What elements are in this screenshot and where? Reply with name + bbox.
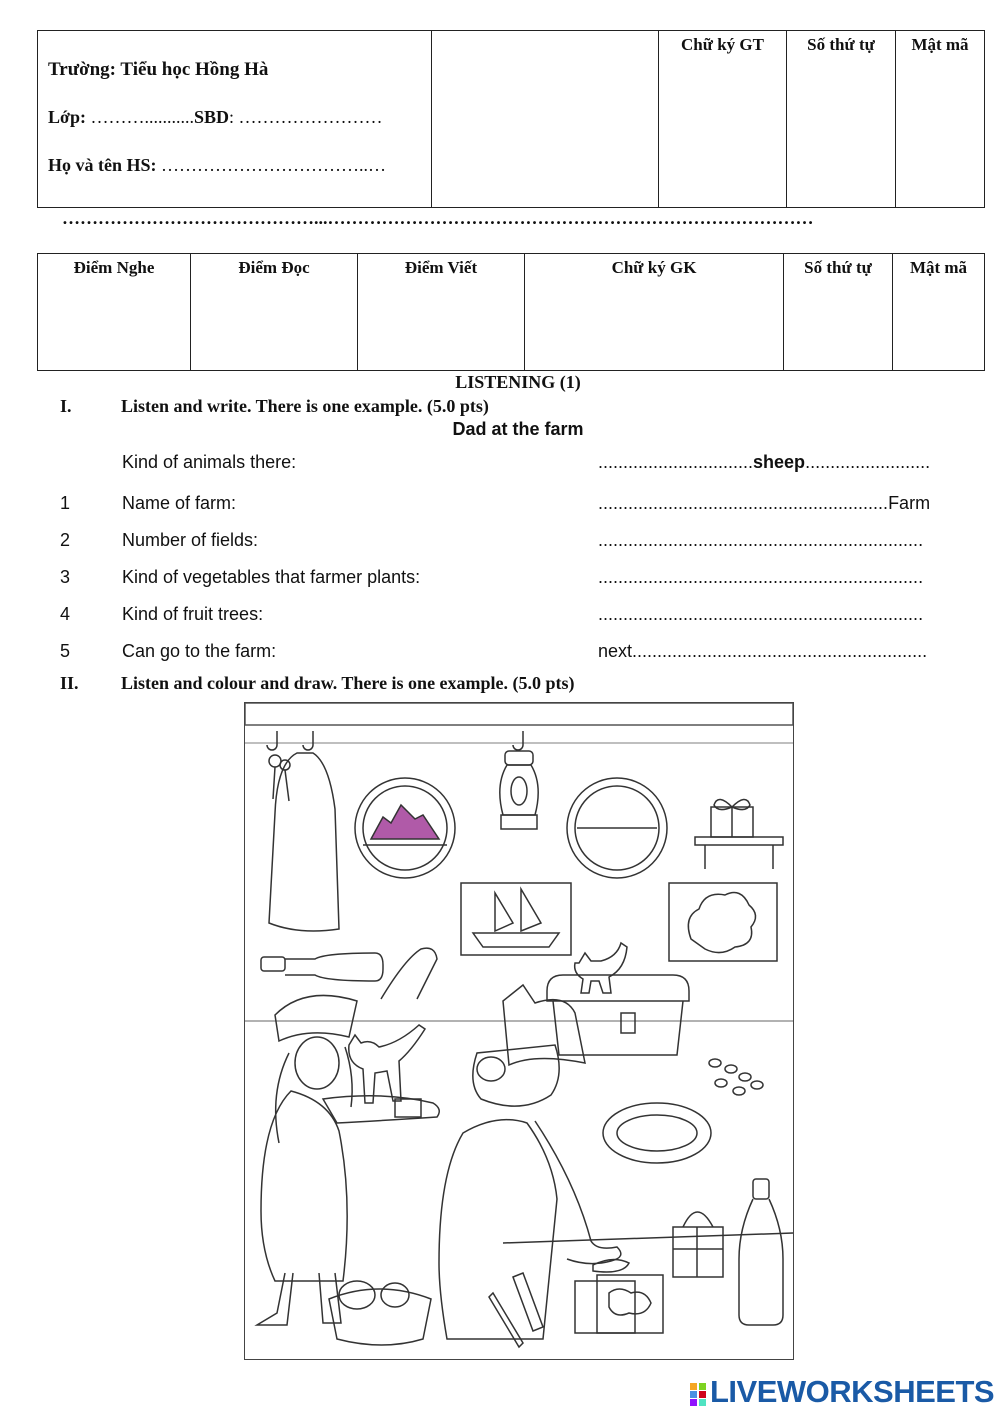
- girl-pirate-icon[interactable]: [257, 995, 439, 1325]
- order-number-cell[interactable]: [787, 31, 896, 208]
- question-number: 2: [60, 530, 71, 550]
- question-number: 1: [60, 493, 71, 513]
- table-edge: [503, 1233, 793, 1243]
- tall-bottle-icon[interactable]: [739, 1179, 783, 1325]
- coat-icon[interactable]: [269, 753, 339, 931]
- hook-icon: [303, 731, 313, 750]
- ceiling-beam: [245, 703, 793, 725]
- example-prefix-dots: ...............................: [598, 452, 754, 472]
- gt-signature-header: Chữ ký GT: [681, 35, 764, 54]
- question-row: [0, 567, 1000, 593]
- colouring-picture[interactable]: [244, 702, 794, 1360]
- rope-icon[interactable]: [603, 1103, 711, 1163]
- gift-box-icon[interactable]: [711, 799, 753, 837]
- part1-number: I.: [60, 396, 72, 416]
- question-number: 5: [60, 641, 71, 661]
- name-field[interactable]: ……………………………..…: [161, 155, 387, 175]
- example-suffix-dots: .........................: [805, 452, 931, 472]
- part2-number: II.: [60, 673, 79, 693]
- question-row: [0, 530, 1000, 556]
- cat-icon[interactable]: [575, 943, 627, 993]
- class-label: Lớp:: [48, 107, 86, 127]
- hook-icon: [267, 731, 277, 750]
- gt-signature-cell[interactable]: [659, 31, 787, 208]
- hook-icon: [513, 731, 523, 750]
- lantern-icon[interactable]: [500, 751, 538, 829]
- section-title: LISTENING (1): [455, 372, 581, 392]
- question-label: Kind of fruit trees:: [122, 604, 264, 624]
- answer-dots[interactable]: ..........................................................: [598, 493, 889, 513]
- cut-line: ……………………………………...………………………………………………………………………: [62, 208, 814, 228]
- basket-icon[interactable]: [329, 1281, 431, 1345]
- example-row: [0, 452, 1000, 478]
- bed-frame-icon: [381, 948, 437, 999]
- logo-icon: [690, 1381, 708, 1407]
- liveworksheets-logo: [690, 1374, 994, 1410]
- answer-field[interactable]: [598, 641, 973, 662]
- question-row: [0, 493, 1000, 519]
- name-label: Họ và tên HS:: [48, 155, 157, 175]
- blank-cell: [432, 31, 659, 208]
- example-answer: [598, 452, 973, 473]
- answer-suffix: Farm: [888, 493, 931, 513]
- part2-instruction: Listen and colour and draw. There is one example. (5.0 pts): [121, 673, 575, 693]
- secret-code-header: Mật mã: [911, 35, 969, 54]
- maps-on-table-icon[interactable]: [575, 1275, 663, 1333]
- question-label: Name of farm:: [122, 493, 237, 513]
- order-number-header: Số thứ tự: [807, 35, 875, 54]
- treasure-chest-icon[interactable]: [547, 975, 689, 1055]
- porthole-island-icon[interactable]: [355, 778, 455, 878]
- score-order-cell[interactable]: [784, 254, 893, 371]
- answer-dots[interactable]: .................................................................: [598, 604, 924, 624]
- example-label: Kind of animals there:: [122, 452, 297, 472]
- bottle-icon[interactable]: [261, 953, 383, 981]
- question-label: Kind of vegetables that farmer plants:: [122, 567, 421, 587]
- answer-dots[interactable]: .................................................................: [598, 567, 924, 587]
- question-row: [0, 604, 1000, 630]
- score-code-cell[interactable]: [893, 254, 985, 371]
- score-writing-header: Điểm Viết: [404, 258, 478, 277]
- porthole-sea-icon[interactable]: [567, 778, 667, 878]
- answer-field[interactable]: [598, 530, 973, 551]
- secret-code-cell[interactable]: [896, 31, 985, 208]
- coins-icon[interactable]: [709, 1059, 763, 1095]
- ship-picture-icon[interactable]: [461, 883, 571, 955]
- question-number: 3: [60, 567, 71, 587]
- logo-text: LIVEWORKSHEETS: [710, 1374, 995, 1409]
- score-reading-header: Điểm Đọc: [238, 258, 310, 277]
- sbd-field[interactable]: : ……………………: [229, 107, 383, 127]
- part1-subtitle: Dad at the farm: [452, 419, 584, 439]
- pirate-captain-icon[interactable]: [439, 985, 629, 1339]
- example-answer-text: sheep: [753, 452, 806, 472]
- shelf-icon[interactable]: [695, 837, 783, 845]
- question-label: Number of fields:: [122, 530, 259, 550]
- score-order-header: Số thứ tự: [804, 258, 872, 277]
- gk-signature-header: Chữ ký GK: [611, 258, 697, 277]
- score-listening-header: Điểm Nghe: [73, 258, 155, 277]
- map-picture-icon[interactable]: [669, 883, 777, 961]
- school-label: Trường: Tiểu học Hồng Hà: [48, 59, 269, 80]
- part1-instruction: Listen and write. There is one example. (5.0 pts): [121, 396, 489, 416]
- sbd-label: SBD: [193, 107, 229, 127]
- class-field[interactable]: ………...........: [90, 107, 194, 127]
- question-number: 4: [60, 604, 71, 624]
- answer-dots[interactable]: .................................................................: [598, 530, 924, 550]
- shell-gift-icon[interactable]: [673, 1212, 723, 1277]
- pirate-cabin-illustration[interactable]: [245, 703, 793, 1359]
- score-table: [37, 253, 985, 371]
- score-code-header: Mật mã: [909, 258, 968, 277]
- ruler-icon[interactable]: [513, 1273, 543, 1331]
- gk-signature-cell[interactable]: [525, 254, 784, 371]
- question-row: [0, 641, 1000, 667]
- student-info-cell: [38, 31, 432, 208]
- score-reading-cell[interactable]: [191, 254, 358, 371]
- question-label: Can go to the farm:: [122, 641, 277, 661]
- student-info-table: [37, 30, 985, 208]
- answer-prefix: next: [598, 641, 633, 661]
- answer-dots[interactable]: ...........................................................: [632, 641, 928, 661]
- cat-on-arm-icon[interactable]: [349, 1025, 425, 1103]
- answer-field[interactable]: [598, 493, 973, 514]
- answer-field[interactable]: [598, 604, 973, 625]
- answer-field[interactable]: [598, 567, 973, 588]
- score-listening-cell[interactable]: [38, 254, 191, 371]
- score-writing-cell[interactable]: [358, 254, 525, 371]
